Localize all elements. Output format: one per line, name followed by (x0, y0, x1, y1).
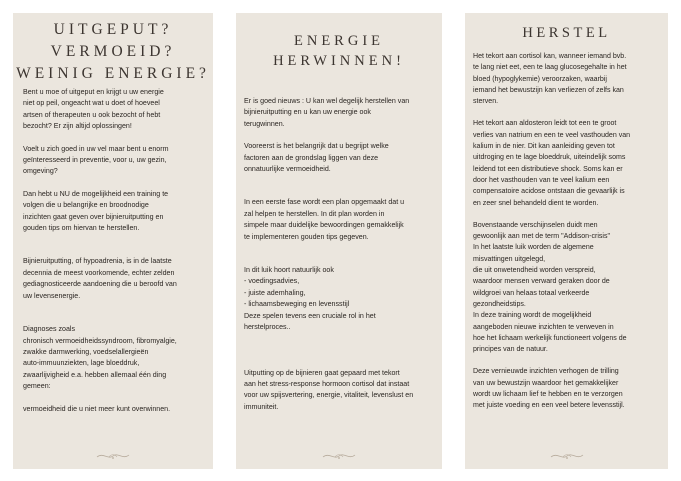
paragraph: Uitputting op de bijnieren gaat gepaard met tekort aan het stress-response hormoon cortisol dat instaat voor uw spijsvertering, energie, vitaliteit, levenslust en immuniteit. (244, 368, 414, 411)
paragraph: Vooreerst is het belangrijk dat u begrijpt welke factoren aan de grondslag liggen van deze onnatuurlijke vermoeidheid. (244, 142, 389, 174)
paragraph: In dit luik hoort natuurlijk ook - voedingsadvies, - juiste ademhaling, - lichaamsbeweging en levensstijl Deze spelen tevens een cruciale rol in het herstelproces.. (244, 266, 376, 332)
flourish-ornament-icon (549, 451, 585, 461)
paragraph: Bijnieruitputting, of hypoadrenia, is in de laatste decennia de meest voorkomende, echter zelden gediagnosticeerde aandoening die u beroofd van uw levensenergie. (23, 257, 177, 300)
paragraph: Voelt u zich goed in uw vel maar bent u enorm geïnteresseerd in preventie, voor u, uw gezin, omgeving? (23, 144, 169, 176)
panel-herstel (465, 13, 668, 469)
panel-title: HERSTEL (522, 25, 611, 41)
paragraph: Bovenstaande verschijnselen duidt men gewoonlijk aan met de term "Addison-crisis" In het laatste luik worden de algemene misvattingen uitgelegd, die uit onwetendheid worden verspreid, waardoor mensen verward geraken door de wildgroei van helaas totaal verkeerde gezondheidstips. In deze training wordt de mogelijkheid aangeboden nieuwe inzichten te verweven in hoe het lichaam werkelijk functioneert volgens de principes van de natuur. (473, 221, 627, 354)
flourish-ornament-icon (95, 451, 131, 461)
panel-energie (236, 13, 442, 469)
paragraph: Bent u moe of uitgeput en krijgt u uw energie niet op peil, ongeacht wat u doet of hoeveel artsen of therapeuten u ook bezocht of hebt bezocht? Er zijn altijd oplossingen! (23, 88, 164, 131)
panel-uitgeput (13, 13, 213, 469)
panel-title: ENERGIE HERWINNEN! (273, 33, 405, 69)
panel-title: UITGEPUT? VERMOEID? WEINIG ENERGIE? (16, 21, 210, 82)
flourish-ornament-icon (321, 451, 357, 461)
panel-body (244, 96, 440, 413)
panel-body (23, 87, 211, 415)
paragraph: Er is goed nieuws : U kan wel degelijk herstellen van bijnieruitputting en u kan uw energie ook terugwinnen. (244, 97, 410, 128)
paragraph: Dan hebt u NU de mogelijkheid een training te volgen die u belangrijke en broodnodige inzichten gaat geven over bijnieruitputting en gouden tips om hiervan te herstellen. (23, 189, 169, 233)
paragraph: Deze vernieuwde inzichten verhogen de trilling van uw bewustzijn waardoor het gemakkelijker wordt uw lichaam lief te hebben en te verzorgen met juiste voeding en een veel betere levensstijl. (473, 368, 625, 410)
paragraph: Het tekort aan aldosteron leidt tot een te groot verlies van natrium en een te veel vasthouden van kalium in de nier. Dit kan aanleiding geven tot uitdroging en te lage bloeddruk, uiteindelijk soms leidend tot een distributieve shock. Soms kan er door het vasthouden van te veel kalium een compensatoire acidose ontstaan die gevaarlijk is en zeer snel behandeld dient te worden. (473, 120, 631, 207)
panel-body (473, 51, 666, 412)
paragraph: vermoeidheid die u niet meer kunt overwinnen. (23, 404, 171, 413)
paragraph: In een eerste fase wordt een plan opgemaakt dat u zal helpen te herstellen. In dit plan worden in simpele maar duidelijke bewoordingen gemakkelijk te implementeren gouden tips gegeven. (244, 198, 405, 241)
paragraph: Het tekort aan cortisol kan, wanneer iemand bvb. te lang niet eet, een te laag glucosegehalte in het bloed (hypoglykemie) veroorzaken, waarbij iemand het bewustzijn kan verliezen of zelfs kan sterven. (473, 53, 627, 106)
paragraph: Diagnoses zoals chronisch vermoeidheidssyndroom, fibromyalgie, zwakke darmwerking, voedselallergieën auto-immuunziekten, lage bloeddruk, zwaarlijvigheid e.a. hebben allemaal één ding gemeen: (23, 325, 177, 391)
